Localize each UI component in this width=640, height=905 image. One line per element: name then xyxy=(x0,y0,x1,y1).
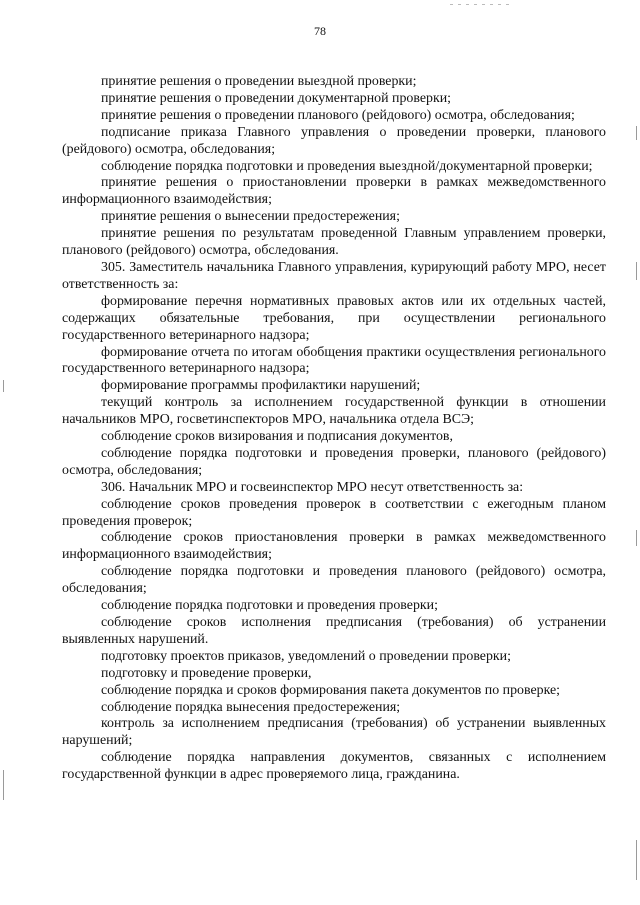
paragraph: соблюдение сроков визирования и подписания документов, xyxy=(101,429,453,445)
page-number: 78 xyxy=(314,24,326,38)
paragraph: принятие решения по результатам проведенной Главным управлением проверки, планового (рейдового) осмотра, обследования. xyxy=(62,226,606,259)
paragraph: соблюдение порядка подготовки и проведения проверки, планового (рейдового) осмотра, обследования; xyxy=(62,445,606,478)
paragraph: соблюдение порядка подготовки и проведения планового (рейдового) осмотра, обследования; xyxy=(62,564,606,597)
paragraph: контроль за исполнением предписания (требования) об устранении выявленных нарушений; xyxy=(62,716,606,749)
scan-edge-mark xyxy=(636,126,637,140)
paragraph: принятие решения о проведении планового (рейдового) осмотра, обследования; xyxy=(101,107,575,123)
paragraph: формирование отчета по итогам обобщения практики осуществления регионального государственного ветеринарного надзора; xyxy=(62,344,606,377)
scan-edge-mark xyxy=(636,840,637,880)
paragraph: соблюдение сроков приостановления проверки в рамках межведомственного информационного взаимодействия; xyxy=(62,530,606,563)
paragraph: соблюдение сроков проведения проверок в соответствии с ежегодным планом проведения проверок; xyxy=(62,496,606,529)
paragraph: принятие решения о проведении документарной проверки; xyxy=(101,90,451,106)
paragraph: принятие решения о вынесении предостережения; xyxy=(101,209,400,225)
paragraph: подготовку и проведение проверки, xyxy=(101,665,312,681)
paragraph: формирование программы профилактики нарушений; xyxy=(101,378,421,394)
paragraph: текущий контроль за исполнением государственной функции в отношении начальников МРО, госветинспекторов МРО, начальника отдела ВСЭ; xyxy=(62,395,606,428)
scan-edge-mark xyxy=(3,380,4,392)
paragraph: соблюдение порядка подготовки и проведения выездной/документарной проверки; xyxy=(101,158,593,174)
paragraph: соблюдение порядка и сроков формирования пакета документов по проверке; xyxy=(101,682,560,698)
scan-artifact xyxy=(450,4,510,5)
paragraph: принятие решения о проведении выездной проверки; xyxy=(101,74,417,89)
section-306-heading: 306. Начальник МРО и госвеинспектор МРО несут ответственность за: xyxy=(101,479,524,495)
paragraph: принятие решения о приостановлении проверки в рамках межведомственного информационного взаимодействия; xyxy=(62,175,606,208)
paragraph: формирование перечня нормативных правовых актов или их отдельных частей, содержащих обязательные требования, при осуществлении регионального государственного ветеринарного надзора; xyxy=(62,293,606,343)
paragraph: подготовку проектов приказов, уведомлений о проведении проверки; xyxy=(101,648,511,664)
paragraph: подписание приказа Главного управления о проведении проверки, планового (рейдового) осмотра, обследования; xyxy=(62,124,606,157)
paragraph: соблюдение порядка вынесения предостережения; xyxy=(101,699,401,715)
document-body xyxy=(62,74,606,784)
scan-edge-mark xyxy=(3,770,4,800)
paragraph: соблюдение порядка направления документов, связанных с исполнением государственной функции в адрес проверяемого лица, гражданина. xyxy=(62,750,606,783)
paragraph: соблюдение порядка подготовки и проведения проверки; xyxy=(101,598,438,614)
section-305-heading: 305. Заместитель начальника Главного управления, курирующий работу МРО, несет ответственность за: xyxy=(62,259,606,292)
paragraph: соблюдение сроков исполнения предписания (требования) об устранении выявленных нарушений. xyxy=(62,615,606,647)
scan-edge-mark xyxy=(636,262,637,280)
scan-edge-mark xyxy=(636,530,637,546)
